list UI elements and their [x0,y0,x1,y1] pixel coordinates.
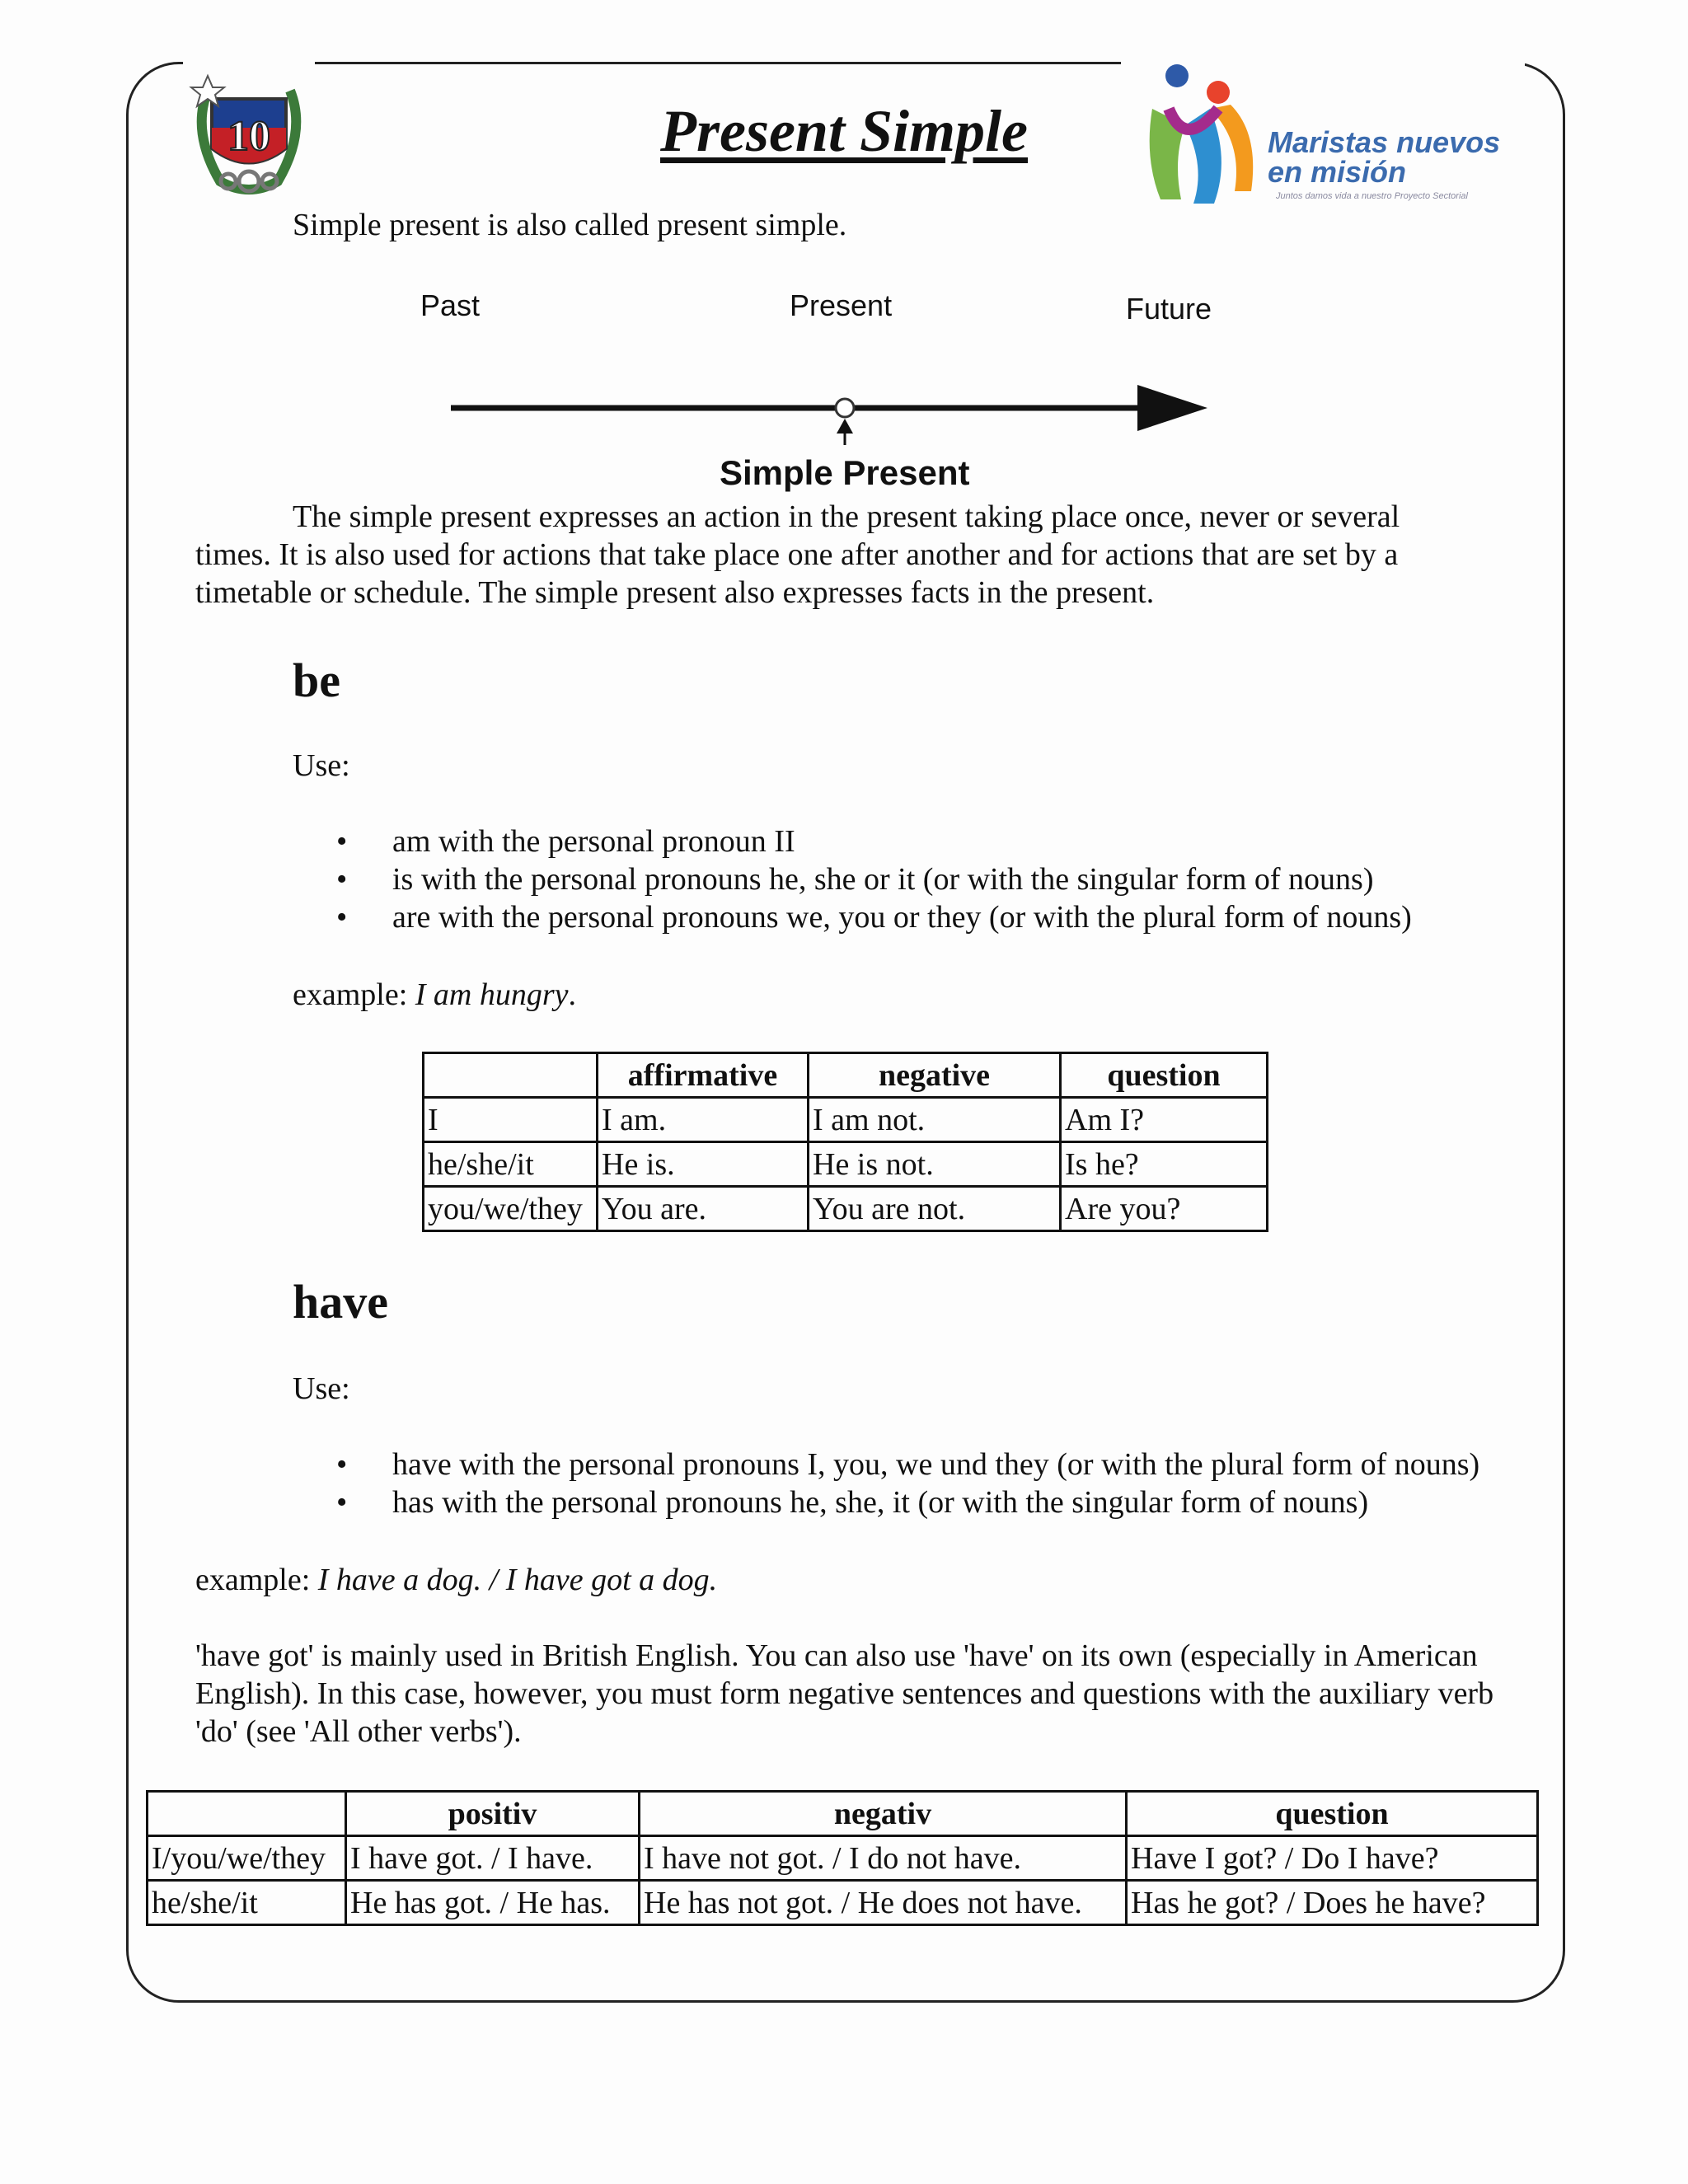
timeline-diagram [412,280,1236,503]
logo-line2: en misión [1268,155,1407,189]
list-item: • are with the personal pronouns we, you or they (or with the plural form of nouns) [392,898,1412,936]
have-use-label: Use: [293,1371,350,1406]
list-item: • have with the personal pronouns I, you, we und they (or with the plural form of nouns) [392,1446,1479,1483]
be-bullet-list [392,823,1412,936]
table-row: I/you/we/they I have got. / I have. I have not got. / I do not have. Have I got? / Do I have? [148,1836,1538,1881]
svg-text:10: 10 [227,113,270,160]
list-item: • is with the personal pronouns he, she or it (or with the singular form of nouns) [392,860,1412,898]
timeline-present-label: Present [790,288,893,322]
logo-tagline: Juntos damos vida a nuestro Proyecto Sectorial [1276,191,1468,201]
table-row: he/she/it He has got. / He has. He has not got. / He does not have. Has he got? / Does he have? [148,1881,1538,1925]
maristas-logo [1128,59,1523,216]
description-paragraph: The simple present expresses an action in the present taking place once, never or several times. It is also used for actions that take place one after another and for actions that are set by a timetable or schedule. The simple present also expresses facts in the present. [195,499,1400,610]
have-got-note: 'have got' is mainly used in British English. You can also use 'have' on its own (especially in American English). In this case, however, you must form negative sentences and questions with the auxiliary verb 'do' (see 'All other verbs'). [195,1638,1494,1749]
table-header-row: positiv negativ question [148,1792,1538,1836]
be-use-label: Use: [293,748,350,783]
timeline-caption: Simple Present [720,453,970,492]
have-example: example: I have a dog. / I have got a dog. [195,1563,718,1597]
timeline-future-label: Future [1126,292,1212,326]
list-item: • am with the personal pronoun II [392,823,1412,860]
have-heading: have [293,1275,388,1329]
be-example: example: I am hungry. [293,977,577,1012]
have-bullet-list [392,1446,1479,1521]
table-row: he/she/it He is. He is not. Is he? [424,1142,1268,1187]
table-row: I I am. I am not. Am I? [424,1098,1268,1142]
be-heading: be [293,654,340,707]
be-conjugation-table [422,1052,1268,1232]
table-header-row: affirmative negative question [424,1053,1268,1098]
list-item: • has with the personal pronouns he, she, it (or with the singular form of nouns) [392,1483,1479,1521]
intro-text: Simple present is also called present simple. [293,208,847,242]
timeline-past-label: Past [420,288,481,322]
page-title: Present Simple [660,98,1028,164]
have-conjugation-table [146,1790,1539,1926]
logo-line1: Maristas nuevos [1268,125,1501,159]
table-row: you/we/they You are. You are not. Are you? [424,1187,1268,1231]
